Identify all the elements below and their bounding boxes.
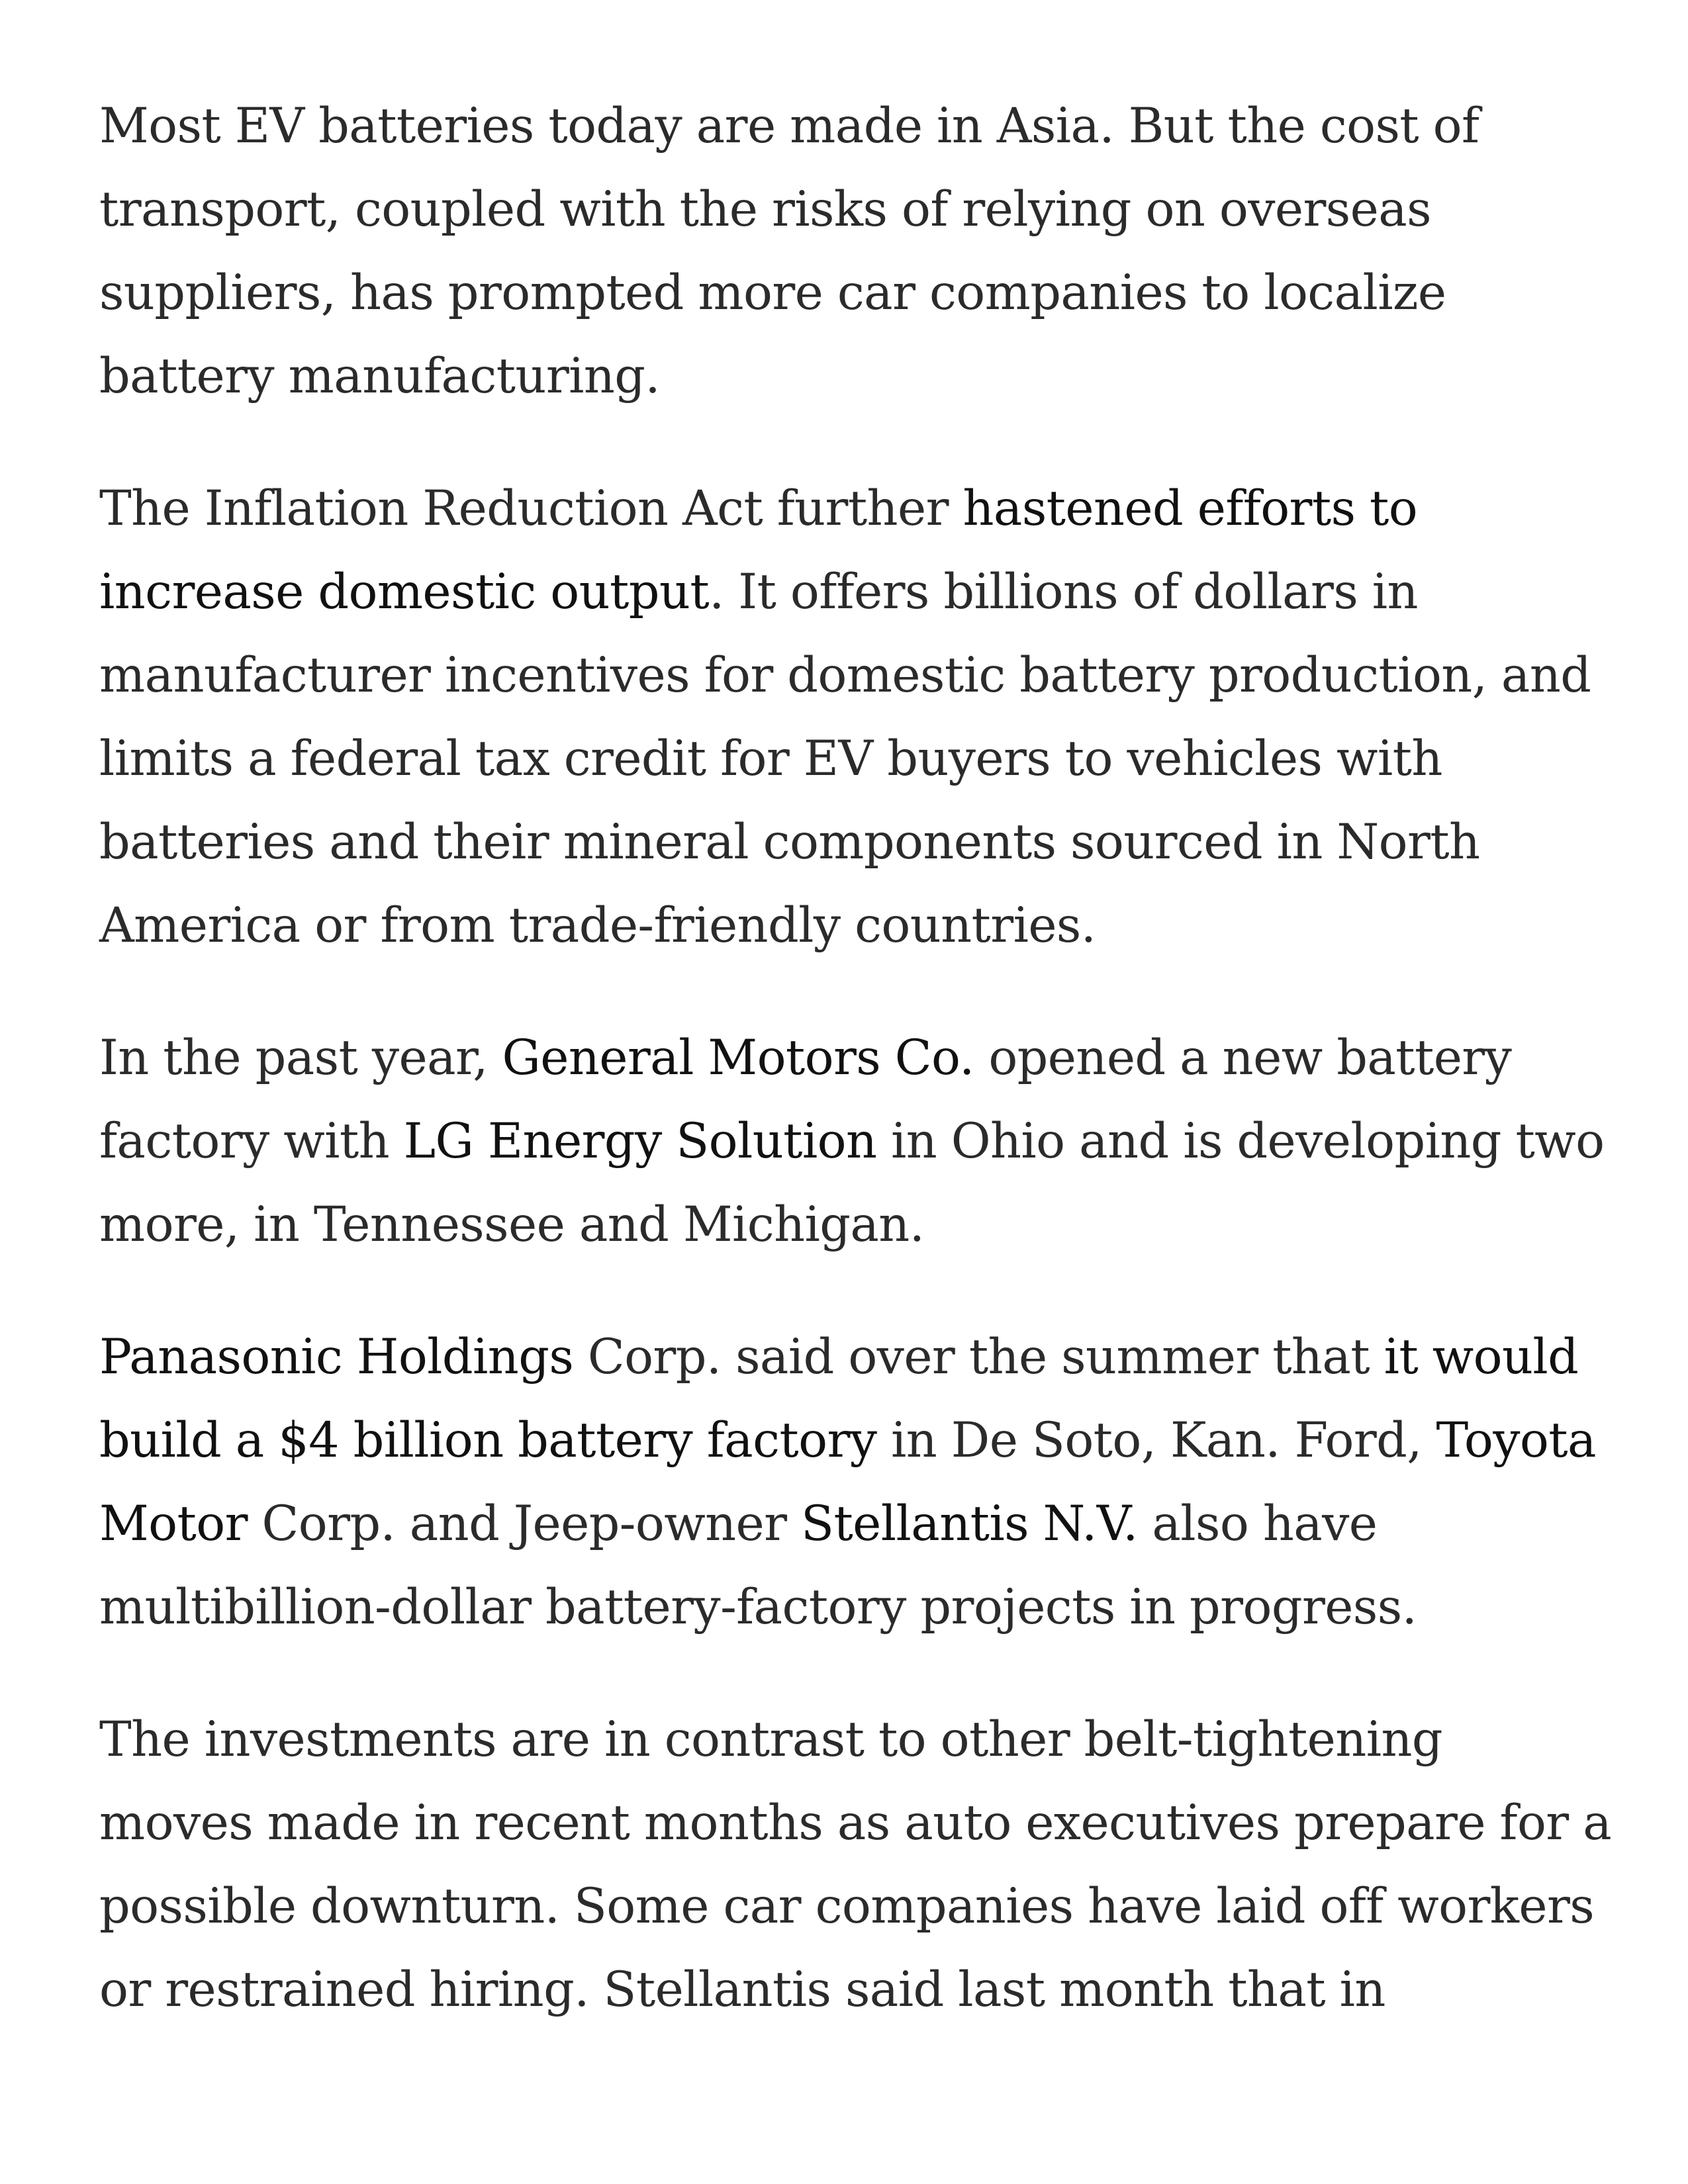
text-line [99,1183,1615,1267]
article-link[interactable]: Stellantis N.V. [801,1496,1138,1552]
text-line [99,1566,1615,1649]
article-link[interactable]: LG Energy Solution [403,1113,877,1169]
paragraph [99,1698,1615,2032]
text-segment: transport, coupled with the risks of relying on overseas [99,181,1432,238]
paragraph [99,1017,1615,1267]
text-segment: Corp. and Jeep-owner [247,1496,802,1552]
text-line [99,551,1615,634]
text-line [99,85,1615,168]
text-segment: limits a federal tax credit for EV buyers to vehicles with [99,731,1442,787]
text-segment: in Ohio and is developing two [876,1113,1605,1169]
text-line [99,1948,1615,2032]
text-line [99,1482,1615,1566]
text-line [99,717,1615,801]
article-link[interactable]: increase domestic output [99,564,710,620]
text-segment: In the past year, [99,1030,502,1086]
text-line [99,1399,1615,1482]
text-segment: . It offers billions of dollars in [709,564,1418,620]
text-segment: opened a new battery [974,1030,1512,1086]
article-link[interactable]: Motor [99,1496,248,1552]
paragraph [99,1316,1615,1649]
text-segment: suppliers, has prompted more car companies to localize [99,265,1446,321]
text-segment: also have [1137,1496,1378,1552]
paragraph [99,467,1615,968]
text-line [99,884,1615,968]
text-line [99,251,1615,335]
text-segment: manufacturer incentives for domestic battery production, and [99,647,1591,704]
text-line [99,168,1615,251]
text-segment: possible downturn. Some car companies have laid off workers [99,1878,1595,1934]
article-link[interactable]: General Motors Co. [502,1030,974,1086]
text-segment: or restrained hiring. Stellantis said last month that in [99,1962,1385,2018]
text-segment: America or from trade-friendly countries. [99,897,1096,954]
text-line [99,467,1615,551]
text-segment: Corp. said over the summer that [573,1329,1384,1385]
text-line [99,1865,1615,1948]
article-link[interactable]: hastened efforts to [962,480,1418,537]
article-link[interactable]: it would [1383,1329,1579,1385]
text-segment: battery manufacturing. [99,348,661,404]
text-line [99,1782,1615,1865]
article-link[interactable]: Toyota [1436,1412,1596,1469]
text-segment: factory with [99,1113,404,1169]
text-line [99,801,1615,884]
text-line [99,634,1615,717]
text-segment: multibillion-dollar battery-factory projects in progress. [99,1579,1417,1635]
article-link[interactable]: build a $4 billion battery factory [99,1412,877,1469]
text-segment: moves made in recent months as auto executives prepare for a [99,1795,1612,1851]
text-line [99,1100,1615,1183]
text-line [99,1698,1615,1782]
text-line [99,1017,1615,1100]
text-segment: more, in Tennessee and Michigan. [99,1197,925,1253]
text-segment: in De Soto, Kan. Ford, [876,1412,1436,1469]
text-segment: Most EV batteries today are made in Asia. But the cost of [99,98,1479,154]
article-link[interactable]: Panasonic Holdings [99,1329,574,1385]
text-line [99,1316,1615,1399]
article-body [99,85,1615,2081]
text-line [99,335,1615,418]
text-segment: The Inflation Reduction Act further [99,480,963,537]
paragraph [99,85,1615,418]
text-segment: batteries and their mineral components sourced in North [99,814,1480,870]
text-segment: The investments are in contrast to other belt-tightening [99,1711,1442,1768]
